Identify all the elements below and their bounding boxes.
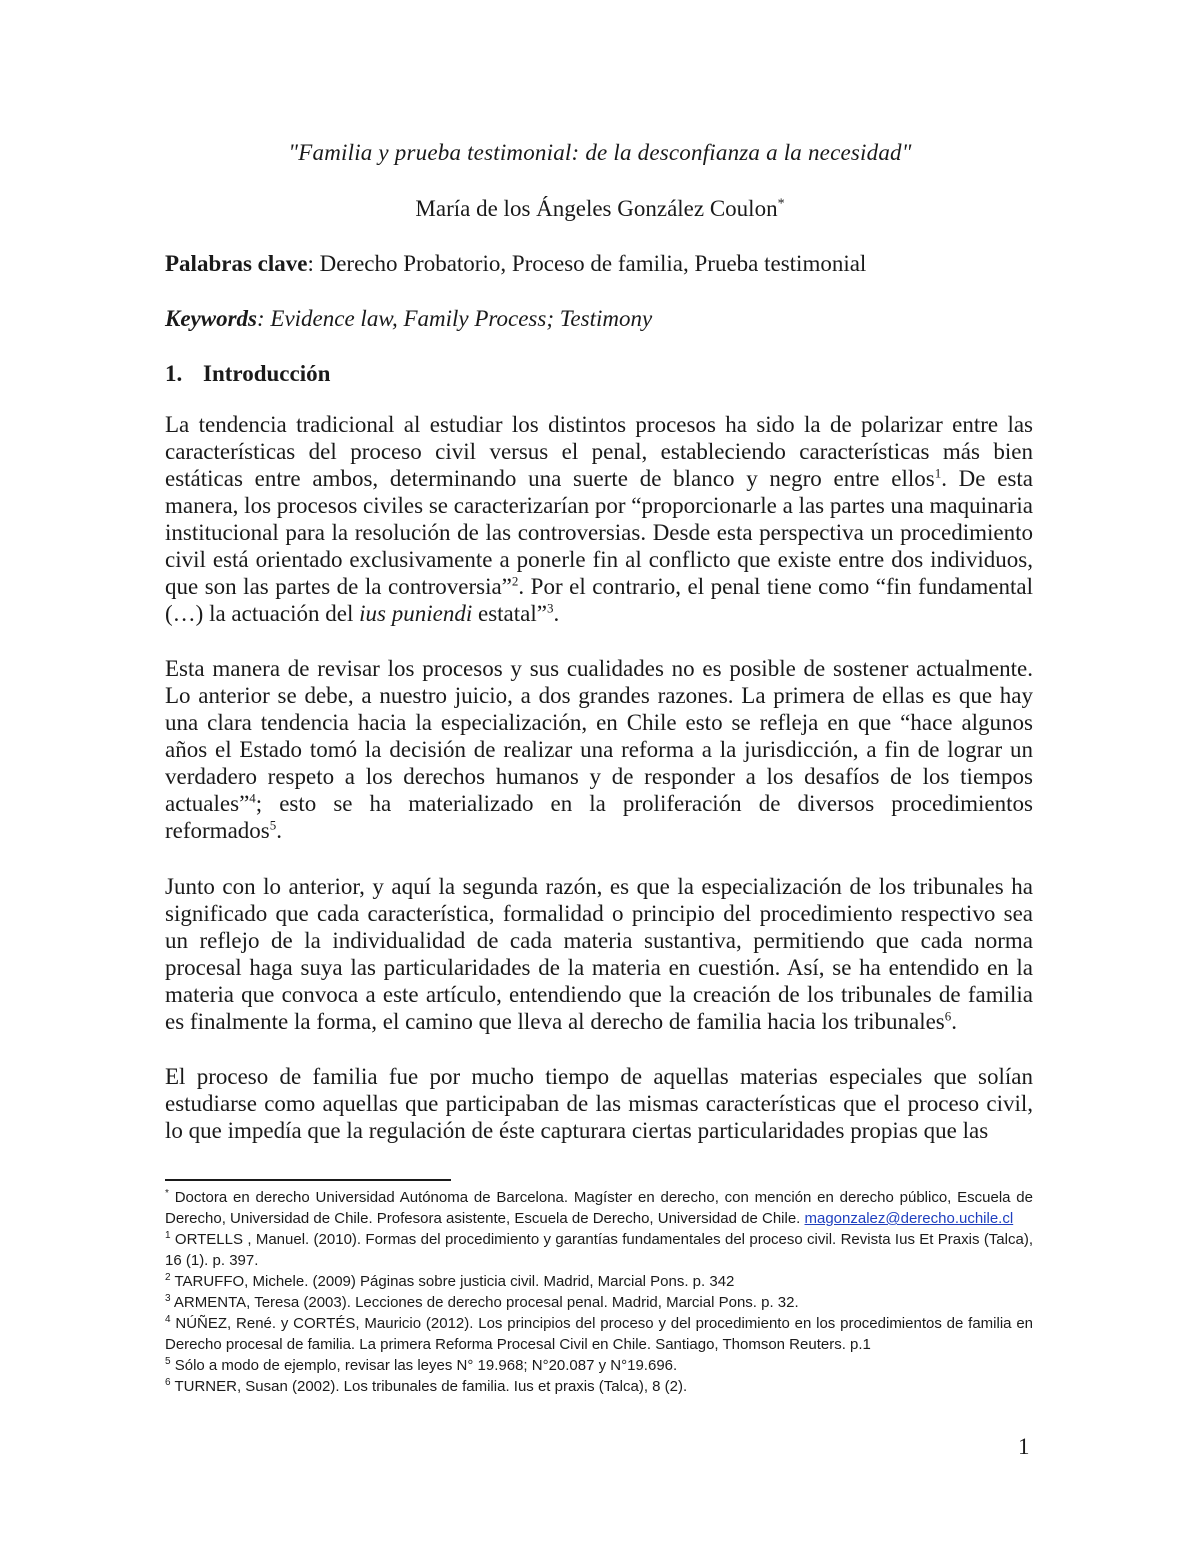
keywords-english (165, 306, 652, 332)
footnote-5 (165, 1355, 1033, 1376)
footnote-mark: * (165, 1188, 169, 1199)
footnote-text: TARUFFO, Michele. (2009) Páginas sobre justicia civil. Madrid, Marcial Pons. p. 342 (170, 1273, 735, 1290)
footnote-text: Doctora en derecho Universidad Autónoma de Barcelona. Magíster en derecho, con mención en derecho público, Escuela de Derecho, Universidad de Chile. Profesora asistente, Escuela de Derecho, Universidad de Chile. (165, 1189, 1033, 1227)
footnote-mark: 1 (165, 1230, 171, 1241)
footnote-text: ARMENTA, Teresa (2003). Lecciones de derecho procesal penal. Madrid, Marcial Pons. p. 32. (170, 1294, 799, 1311)
footnote-separator (165, 1179, 451, 1181)
keywords-spanish-label: Palabras clave (165, 251, 308, 276)
paragraph-4 (165, 1063, 1033, 1144)
footnote-ref-1[interactable]: 1 (934, 465, 942, 481)
footnote-text: Sólo a modo de ejemplo, revisar las leyes N° 19.968; N°20.087 y N°19.696. (170, 1357, 678, 1374)
author-name: María de los Ángeles González Coulon (415, 196, 778, 221)
document-title: "Familia y prueba testimonial: de la desconfianza a la necesidad" (288, 140, 912, 165)
paragraph-text: Esta manera de revisar los procesos y sus cualidades no es posible de sostener actualmente. Lo anterior se debe, a nuestro juicio, a dos grandes razones. La primera de ellas es que hay una clara tendencia hacia la especialización, en Chile esto se refleja en que “hace algunos años el Estado tomó la decisión de realizar una reforma a la jurisdicción, a fin de lograr un verdadero respeto a los derechos humanos y de responder a los desafíos de los tiempos actuales” (165, 656, 1033, 816)
footnote-mark: 6 (165, 1377, 171, 1388)
footnote-ref-2[interactable]: 2 (511, 573, 519, 589)
paragraph-text: . (276, 818, 282, 843)
footnote-text: ORTELLS , Manuel. (2010). Formas del procedimiento y garantías fundamentales del proceso civil. Revista Ius Et Praxis (Talca), 16 (1). p. 397. (165, 1231, 1033, 1269)
footnote-ref-4[interactable]: 4 (249, 790, 256, 806)
footnote-6 (165, 1376, 1033, 1397)
footnote-text: NÚÑEZ, René. y CORTÉS, Mauricio (2012). Los principios del proceso y del procedimiento en los procedimientos de familia en Derecho procesal de familia. La primera Reforma Procesal Civil en Chile. Santiago, Thomson Reuters. p.1 (165, 1315, 1033, 1353)
paragraph-text: . Por el contrario, el penal tiene como “fin fundamental (…) la actuación del (165, 574, 1033, 626)
footnote-ref-3[interactable]: 3 (546, 600, 554, 616)
footnotes (165, 1187, 1033, 1397)
keywords-spanish-text: : Derecho Probatorio, Proceso de familia, Prueba testimonial (307, 251, 867, 276)
paragraph-1 (165, 411, 1033, 627)
section-number: 1. (165, 361, 183, 386)
footnote-author (165, 1187, 1033, 1229)
email-link[interactable]: magonzalez@derecho.uchile.cl (804, 1210, 1014, 1227)
italic-term: ius puniendi (359, 601, 473, 626)
footnote-4 (165, 1313, 1033, 1355)
paragraph-text: estatal” (472, 601, 547, 626)
section-title: Introducción (203, 361, 331, 386)
page-number: 1 (1018, 1434, 1030, 1459)
paragraph-text: ; esto se ha materializado en la proliferación de diversos procedimientos reformados (165, 791, 1033, 843)
paragraph-text: La tendencia tradicional al estudiar los distintos procesos ha sido la de polarizar entre las características del proceso civil versus el penal, estableciendo características más bien estáticas entre ambos, determinando una suerte de blanco y negro entre ellos (165, 412, 1033, 491)
keywords-english-text: : Evidence law, Family Process; Testimony (257, 306, 653, 331)
footnote-mark: 4 (165, 1314, 171, 1325)
paragraph-text: . (951, 1009, 958, 1034)
footnote-ref-6[interactable]: 6 (944, 1008, 952, 1024)
author-footnote-mark[interactable]: * (777, 196, 785, 212)
footnote-mark: 5 (165, 1356, 171, 1367)
paragraph-text: . (553, 601, 560, 626)
footnote-mark: 3 (165, 1293, 171, 1304)
footnote-text: TURNER, Susan (2002). Los tribunales de familia. Ius et praxis (Talca), 8 (2). (170, 1378, 688, 1395)
author-line (0, 196, 1200, 222)
keywords-english-label: Keywords (165, 306, 257, 331)
paragraph-text: El proceso de familia fue por mucho tiempo de aquellas materias especiales que solían estudiarse como aquellas que participaban de las mismas características que el proceso civil, lo que impedía que la regulación de éste capturara ciertas particularidades propias que las (165, 1064, 1033, 1143)
footnote-3 (165, 1292, 1033, 1313)
paragraph-text: . De esta manera, los procesos civiles se caracterizarían por “proporcionarle a las partes una maquinaria institucional para la resolución de las controversias. Desde esta perspectiva un procedimiento civil está orientado exclusivamente a ponerle fin al conflicto que existe entre dos individuos, que son las partes de la controversia” (165, 466, 1033, 599)
section-heading (165, 361, 330, 387)
footnote-2 (165, 1271, 1033, 1292)
paragraph-text: Junto con lo anterior, y aquí la segunda razón, es que la especialización de los tribunales ha significado que cada característica, formalidad o principio del procedimiento respectivo sea un reflejo de la individualidad de cada materia sustantiva, permitiendo que cada norma procesal haga suya las particularidades de la materia en cuestión. Así, se ha entendido en la materia que convoca a este artículo, entendiendo que la creación de los tribunales de familia es finalmente la forma, el camino que lleva al derecho de familia hacia los tribunales (165, 874, 1033, 1034)
paragraph-2 (165, 655, 1033, 844)
footnote-1 (165, 1229, 1033, 1271)
footnote-ref-5[interactable]: 5 (269, 817, 277, 833)
footnote-mark: 2 (165, 1272, 171, 1283)
keywords-spanish (165, 251, 866, 277)
paragraph-3 (165, 873, 1033, 1035)
